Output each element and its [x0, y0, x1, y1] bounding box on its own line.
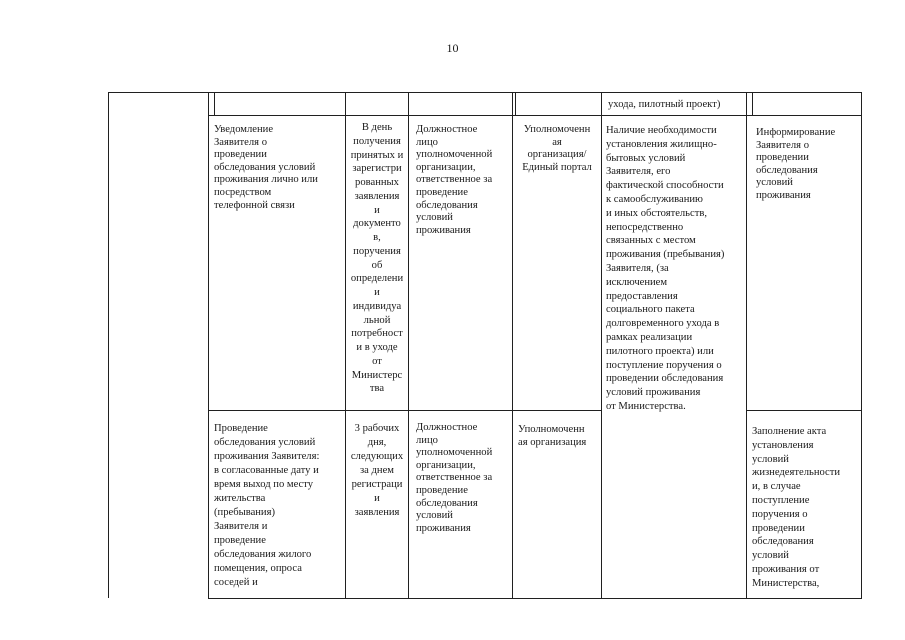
- table-top-border: [108, 92, 862, 93]
- column-border: [752, 92, 753, 115]
- row-divider: [208, 410, 602, 411]
- page-number: 10: [446, 41, 459, 55]
- criteria-cell: Наличие необходимости установления жилищно- бытовых условий Заявителя, его фактической способности к самообслуживанию и иных обстоятельств, непосредственно связанных с местом проживания (пребывания) Заявителя, (за исключением предоставления социального пакета долговременного ухода в рамках реализации пилотного проекта) или поступление поручения о проведении обследования условий проживания от Министерства.: [606, 125, 725, 412]
- column-border: [746, 92, 747, 598]
- table-bottom-border: [208, 598, 862, 599]
- result-cell: Информирование Заявителя о проведении обследования условий проживания: [756, 127, 836, 201]
- result-cell: Заполнение акта установления условий жизнедеятельности и, в случае поступление поручения о проведении обследования условий проживания от Министерства,: [752, 426, 841, 589]
- term-cell: 3 рабочих дня, следующих за днем регистраци и заявления: [350, 423, 404, 518]
- responsible-cell: Должностное лицо уполномоченной организации, ответственное за проведение обследования условий проживания: [416, 124, 493, 236]
- row-divider: [746, 410, 862, 411]
- procedure-cell: Уведомление Заявителя о проведении обследования условий проживания лично или посредством телефонной связи: [214, 124, 318, 211]
- place-cell: Уполномоченн ая организация/ Единый портал: [522, 124, 592, 173]
- column-border: [515, 92, 516, 115]
- column-border: [214, 92, 215, 115]
- place-cell: Уполномоченн ая организация: [518, 424, 587, 448]
- term-cell: В день получения принятых и зарегистри рованных заявления и документо в, поручения об определени и индивидуа льной потребност и в уходе от Министерс тва: [350, 122, 404, 395]
- column-border: [408, 92, 409, 598]
- procedure-cell: Проведение обследования условий проживания Заявителя: в согласованные дату и время выход по месту жительства (пребывания) Заявителя и проведение обследования жилого помещения, опроса соседей и: [214, 423, 320, 588]
- column-border: [208, 92, 209, 598]
- carryover-text: ухода, пилотный проект): [608, 99, 721, 110]
- column-border: [108, 92, 109, 598]
- table-right-border: [861, 92, 862, 598]
- row-divider: [208, 115, 862, 116]
- responsible-cell: Должностное лицо уполномоченной организации, ответственное за проведение обследования условий проживания: [416, 422, 493, 534]
- column-border: [601, 92, 602, 598]
